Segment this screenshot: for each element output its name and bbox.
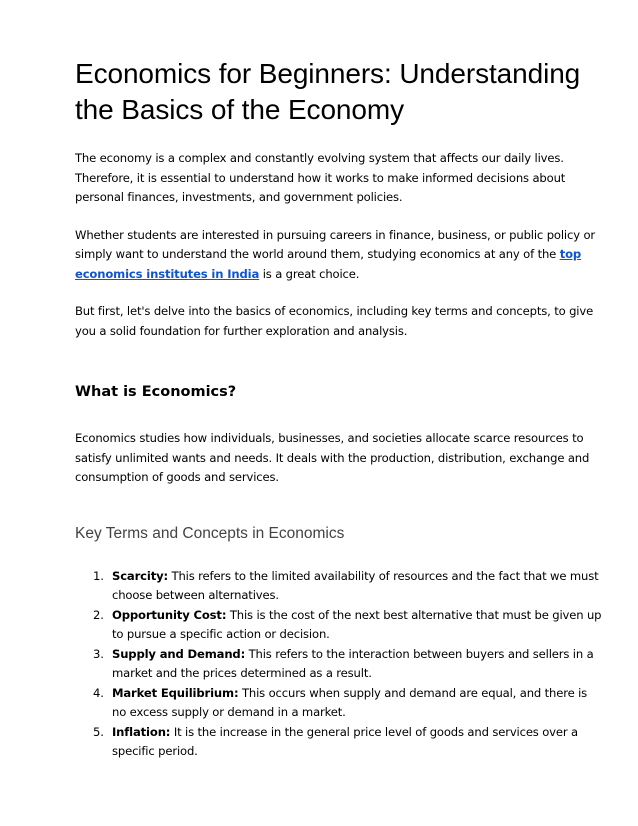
list-item-term: Market Equilibrium: [112, 685, 239, 700]
document-title: Economics for Beginners: Understanding the Basics of the Economy [75, 58, 581, 125]
list-item-term: Opportunity Cost: [112, 607, 227, 622]
list-item [75, 645, 603, 684]
what-is-economics-paragraph: Economics studies how individuals, businesses, and societies allocate scarce resources to satisfy unlimited wants and needs. It deals with the production, distribution, exchange and consumption of goods and services. [75, 431, 590, 484]
what-is-economics-heading: What is Economics? [75, 384, 237, 400]
list-item-number: 2. [93, 607, 104, 622]
list-item [75, 684, 603, 723]
list-item-description: This occurs when supply and demand are equal, and there is no excess supply or demand in a market. [112, 685, 588, 719]
key-terms-heading: Key Terms and Concepts in Economics [75, 524, 345, 542]
intro-paragraph-2-text-start: Whether students are interested in pursuing careers in finance, business, or public policy or simply want to understand the world around them, studying economics at any of the [75, 227, 596, 261]
key-terms-list [75, 567, 603, 762]
list-item-term: Scarcity: [112, 568, 168, 583]
list-item-description: This refers to the limited availability of resources and the fact that we must choose between alternatives. [112, 568, 599, 602]
list-item [75, 567, 603, 606]
list-item-number: 3. [93, 646, 104, 661]
list-item [75, 606, 603, 645]
list-item-description: It is the increase in the general price level of goods and services over a specific period. [112, 724, 578, 758]
list-item-number: 5. [93, 724, 104, 739]
economics-institutes-link[interactable]: top economics institutes in India [75, 247, 582, 281]
list-item-description: This refers to the interaction between buyers and sellers in a market and the prices determined as a result. [112, 646, 594, 680]
intro-paragraph-1: The economy is a complex and constantly evolving system that affects our daily lives. Therefore, it is essential to understand how it works to make informed decisions about personal finances, investments, and government policies. [75, 151, 566, 204]
list-item-term: Supply and Demand: [112, 646, 246, 661]
list-item [75, 723, 603, 762]
intro-paragraph-2 [75, 226, 603, 285]
list-item-term: Inflation: [112, 724, 171, 739]
list-item-number: 1. [93, 568, 104, 583]
intro-paragraph-2-text-end: is a great choice. [259, 266, 360, 281]
list-item-number: 4. [93, 685, 104, 700]
document-page [75, 56, 603, 762]
list-item-description: This is the cost of the next best alternative that must be given up to pursue a specific action or decision. [112, 607, 602, 641]
intro-paragraph-3: But first, let's delve into the basics of economics, including key terms and concepts, to give you a solid foundation for further exploration and analysis. [75, 304, 594, 338]
